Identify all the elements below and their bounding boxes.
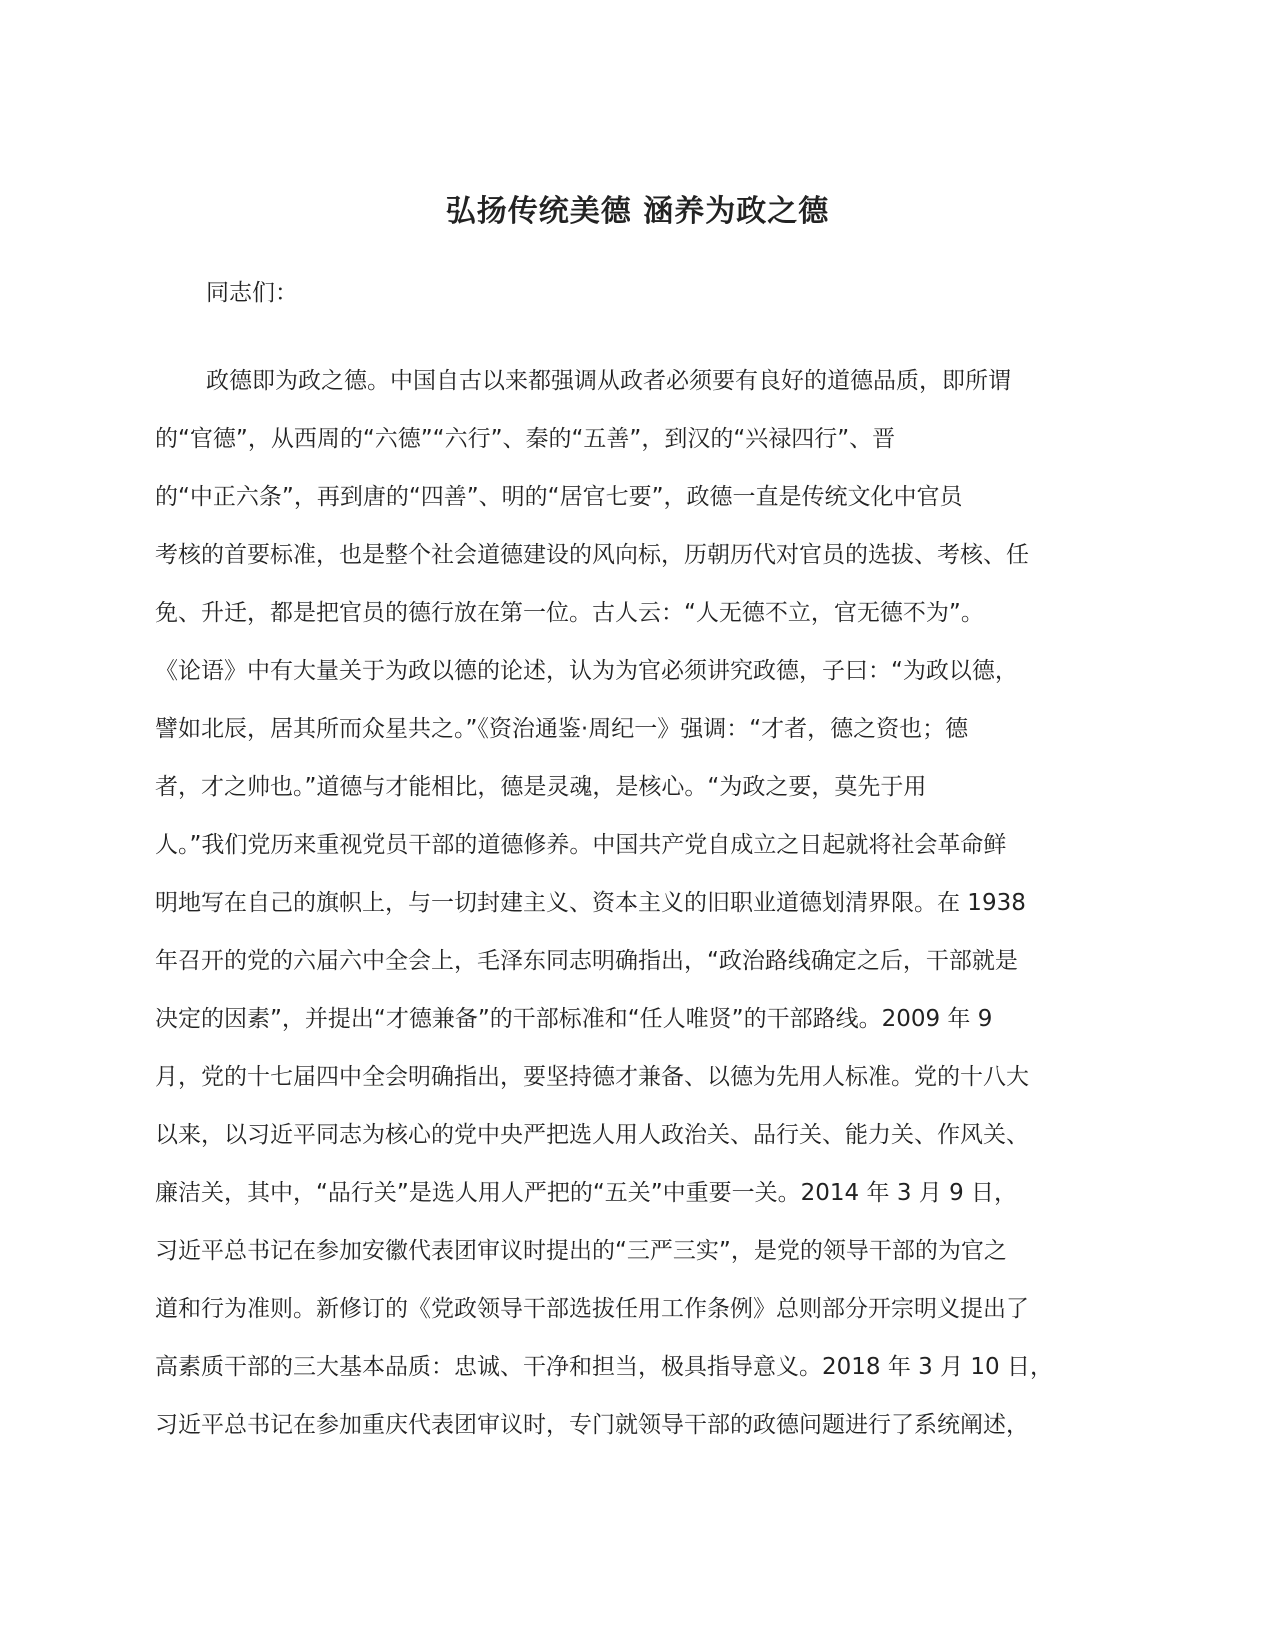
body-line: 年召开的党的六届六中全会上，毛泽东同志明确指出，“政治路线确定之后，干部就是 <box>155 948 1018 974</box>
body-line: 习近平总书记在参加重庆代表团审议时，专门就领导干部的政德问题进行了系统阐述， <box>155 1412 1029 1438</box>
body-line: 以来，以习近平同志为核心的党中央严把选人用人政治关、品行关、能力关、作风关、 <box>155 1122 1029 1148</box>
body-line: 明地写在自己的旗帜上，与一切封建主义、资本主义的旧职业道德划清界限。在 1938 <box>155 890 1026 916</box>
body-line: 者，才之帅也。”道德与才能相比，德是灵魂，是核心。“为政之要，莫先于用 <box>155 774 927 800</box>
salutation: 同志们： <box>206 280 298 306</box>
body-line: 譬如北辰，居其所而众星共之。”《资治通鉴·周纪一》强调：“才者，德之资也；德 <box>155 716 969 742</box>
body-line: 廉洁关，其中，“品行关”是选人用人严把的“五关”中重要一关。2014 年 3 月 9 日， <box>155 1180 1018 1206</box>
document-title: 弘扬传统美德 涵养为政之德 <box>445 194 830 229</box>
body-paragraph <box>155 352 1115 1454</box>
body-line: 月，党的十七届四中全会明确指出，要坚持德才兼备、以德为先用人标准。党的十八大 <box>155 1064 1029 1090</box>
body-line: 免、升迁，都是把官员的德行放在第一位。古人云：“人无德不立，官无德不为”。 <box>155 600 984 626</box>
body-line: 的“官德”，从西周的“六德”“六行”、秦的“五善”，到汉的“兴禄四行”、晋 <box>155 426 896 452</box>
body-line: 道和行为准则。新修订的《党政领导干部选拔任用工作条例》总则部分开宗明义提出了 <box>155 1296 1029 1322</box>
body-line: 的“中正六条”，再到唐的“四善”、明的“居官七要”，政德一直是传统文化中官员 <box>155 484 963 510</box>
body-line: 考核的首要标准，也是整个社会道德建设的风向标，历朝历代对官员的选拔、考核、任 <box>155 542 1029 568</box>
body-line: 习近平总书记在参加安徽代表团审议时提出的“三严三实”，是党的领导干部的为官之 <box>155 1238 1007 1264</box>
body-line: 人。”我们党历来重视党员干部的道德修养。中国共产党自成立之日起就将社会革命鲜 <box>155 832 1007 858</box>
body-line: 《论语》中有大量关于为政以德的论述，认为为官必须讲究政德，子曰：“为政以德， <box>155 658 1018 684</box>
body-line: 决定的因素”，并提出“才德兼备”的干部标准和“任人唯贤”的干部路线。2009 年 9 <box>155 1006 993 1032</box>
body-line: 高素质干部的三大基本品质：忠诚、干净和担当，极具指导意义。2018 年 3 月 10 日， <box>155 1354 1053 1380</box>
body-line: 政德即为政之德。中国自古以来都强调从政者必须要有良好的道德品质，即所谓 <box>206 368 1011 394</box>
